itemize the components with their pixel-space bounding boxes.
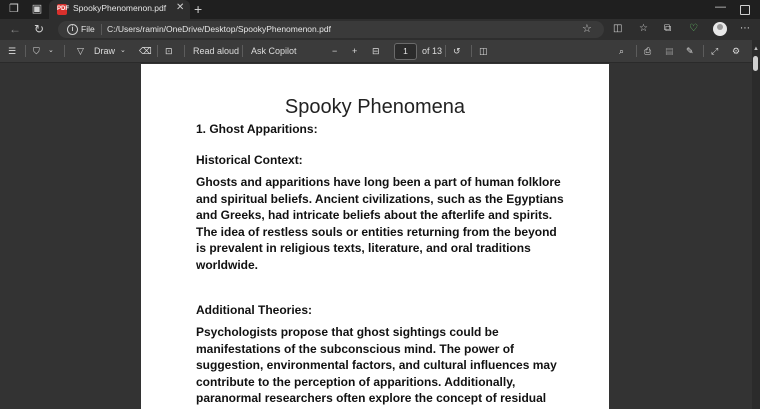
- vertical-scrollbar[interactable]: [752, 40, 760, 409]
- print-icon[interactable]: ⎙: [644, 46, 652, 56]
- address-bar-row: [0, 19, 760, 40]
- search-icon[interactable]: ⌕: [619, 46, 625, 56]
- zoom-out-icon[interactable]: −: [332, 46, 338, 56]
- add-text-icon[interactable]: ⊡: [165, 46, 173, 56]
- pdf-toolbar: [0, 40, 760, 63]
- info-icon[interactable]: i: [67, 24, 78, 35]
- fullscreen-icon[interactable]: ⤢: [711, 46, 719, 56]
- highlight-icon[interactable]: ⛉: [33, 46, 40, 56]
- toolbar-divider: [25, 45, 26, 57]
- page-total: of 13: [422, 46, 443, 56]
- draw-icon[interactable]: ▽: [77, 46, 84, 56]
- toolbar-divider: [471, 45, 472, 57]
- address-divider: [101, 24, 102, 35]
- eraser-icon[interactable]: ⌫: [139, 46, 152, 56]
- scheme-label: File: [81, 24, 95, 34]
- tab-active[interactable]: [49, 0, 190, 19]
- profile-avatar[interactable]: [713, 22, 727, 36]
- new-tab-button[interactable]: +: [194, 1, 203, 17]
- scroll-up-icon[interactable]: ▲: [753, 46, 759, 52]
- subsection-heading: Historical Context:: [196, 153, 303, 167]
- save-icon[interactable]: ▤: [665, 46, 674, 56]
- tab-actions-icon[interactable]: ▣: [31, 3, 43, 15]
- tab-title: SpookyPhenomenon.pdf: [73, 3, 167, 13]
- paragraph: Ghosts and apparitions have long been a part of human folklore and spiritual beliefs. Ancient civilizations, such as the Egyptians and Greeks, had intricate beliefs about the afterlife and spirits. The idea of restless souls or entities returning from the beyond is prevalent in religious texts, literature, and oral traditions worldwide.: [196, 175, 564, 272]
- back-icon[interactable]: ←: [9, 22, 21, 36]
- draw-button[interactable]: Draw: [94, 46, 116, 56]
- contents-icon[interactable]: ☰: [8, 46, 17, 56]
- collections-icon[interactable]: ⧉: [664, 23, 672, 34]
- url-text[interactable]: C:/Users/ramin/OneDrive/Desktop/SpookyPhenomenon.pdf: [107, 24, 331, 34]
- save-as-icon[interactable]: ✎: [686, 46, 694, 56]
- refresh-icon[interactable]: ↻: [34, 22, 45, 36]
- address-bar[interactable]: [58, 21, 604, 38]
- subsection-heading: Additional Theories:: [196, 303, 313, 317]
- highlight-dropdown-icon[interactable]: ⌄: [48, 47, 54, 54]
- restore-button[interactable]: [740, 5, 750, 15]
- pdf-viewer[interactable]: [0, 63, 752, 409]
- favorite-star-icon[interactable]: ☆: [582, 23, 592, 35]
- toolbar-divider: [445, 45, 446, 57]
- toolbar-divider: [242, 45, 243, 57]
- toolbar-divider: [157, 45, 158, 57]
- split-screen-icon[interactable]: ◫: [613, 23, 623, 34]
- toolbar-divider: [703, 45, 704, 57]
- scrollbar-thumb[interactable]: [753, 56, 758, 71]
- browser-essentials-icon[interactable]: ♡: [689, 23, 698, 34]
- read-aloud-button[interactable]: Read aloud: [193, 46, 240, 56]
- toolbar-divider: [636, 45, 637, 57]
- document-title: Spooky Phenomena: [284, 96, 466, 118]
- pdf-page: [141, 64, 609, 409]
- draw-dropdown-icon[interactable]: ⌄: [120, 47, 126, 54]
- favorites-icon[interactable]: ☆: [639, 23, 648, 34]
- more-options-icon[interactable]: ⋯: [740, 23, 750, 34]
- workspaces-icon[interactable]: ❐: [9, 3, 19, 15]
- toolbar-divider: [184, 45, 185, 57]
- paragraph: Psychologists propose that ghost sightings could be manifestations of the subconscious mind. The power of suggestion, environmental factors, and cultural influences may contribute to the perception of apparitions. Additionally, paranormal researchers often explore the concept of residual: [196, 325, 557, 406]
- tab-bar: [0, 0, 760, 19]
- settings-gear-icon[interactable]: ⚙: [732, 46, 741, 56]
- fit-to-page-icon[interactable]: ⊟: [372, 46, 380, 56]
- section-heading: 1. Ghost Apparitions:: [196, 122, 318, 136]
- page-view-icon[interactable]: ◫: [479, 46, 488, 56]
- zoom-in-icon[interactable]: +: [352, 46, 358, 56]
- page-number-input[interactable]: 1: [394, 43, 417, 60]
- pdf-file-icon: PDF: [57, 4, 67, 15]
- close-tab-icon[interactable]: ✕: [176, 2, 185, 13]
- rotate-icon[interactable]: ↺: [453, 46, 461, 56]
- ask-copilot-button[interactable]: Ask Copilot: [251, 46, 297, 56]
- minimize-button[interactable]: —: [715, 1, 726, 13]
- toolbar-divider: [64, 45, 65, 57]
